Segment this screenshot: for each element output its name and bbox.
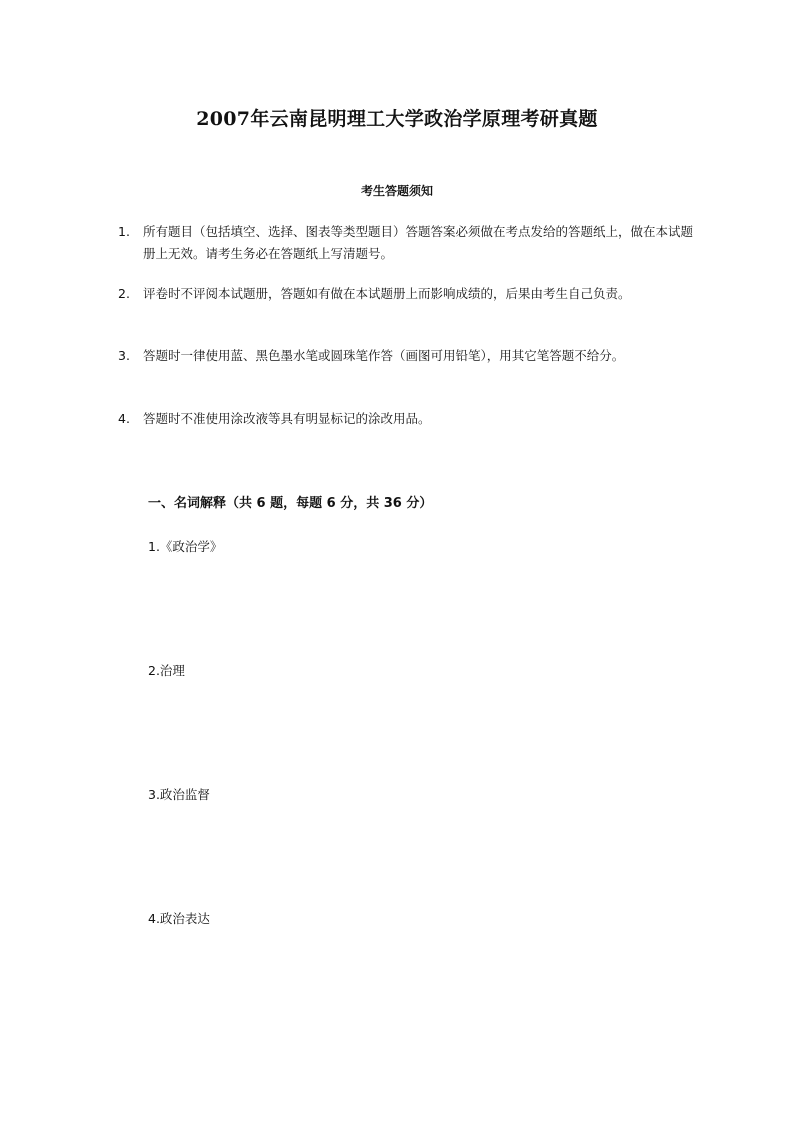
notice-rule-1: [118, 221, 698, 265]
rule-text: 答题时一律使用蓝、黑色墨水笔或圆珠笔作答（画图可用铅笔），用其它笔答题不给分。: [143, 348, 625, 363]
page-title: 2007年云南昆明理工大学政治学原理考研真题: [196, 108, 598, 130]
rule-text: 答题时不准使用涂改液等具有明显标记的涂改用品。: [143, 411, 431, 426]
rule-number: 1.: [118, 224, 130, 239]
notice-heading: 考生答题须知: [360, 184, 433, 198]
question-2: 2.治理: [148, 663, 185, 678]
notice-rule-3: [118, 345, 698, 367]
section-heading: 一、名词解释（共 6 题，每题 6 分，共 36 分）: [148, 496, 433, 511]
rule-text: 评卷时不评阅本试题册，答题如有做在本试题册上而影响成绩的，后果由考生自己负责。: [143, 286, 631, 301]
rule-text: 所有题目（包括填空、选择、图表等类型题目）答题答案必须做在考点发给的答题纸上，做在本试题册上无效。请考生务必在答题纸上写清题号。: [143, 224, 694, 261]
rule-number: 4.: [118, 411, 130, 426]
question-3: 3.政治监督: [148, 787, 210, 802]
rule-number: 3.: [118, 348, 130, 363]
notice-rule-2: [118, 283, 698, 305]
question-4: 4.政治表达: [148, 911, 210, 926]
rule-number: 2.: [118, 286, 130, 301]
question-1: 1.《政治学》: [148, 539, 223, 554]
notice-rule-4: [118, 408, 698, 430]
